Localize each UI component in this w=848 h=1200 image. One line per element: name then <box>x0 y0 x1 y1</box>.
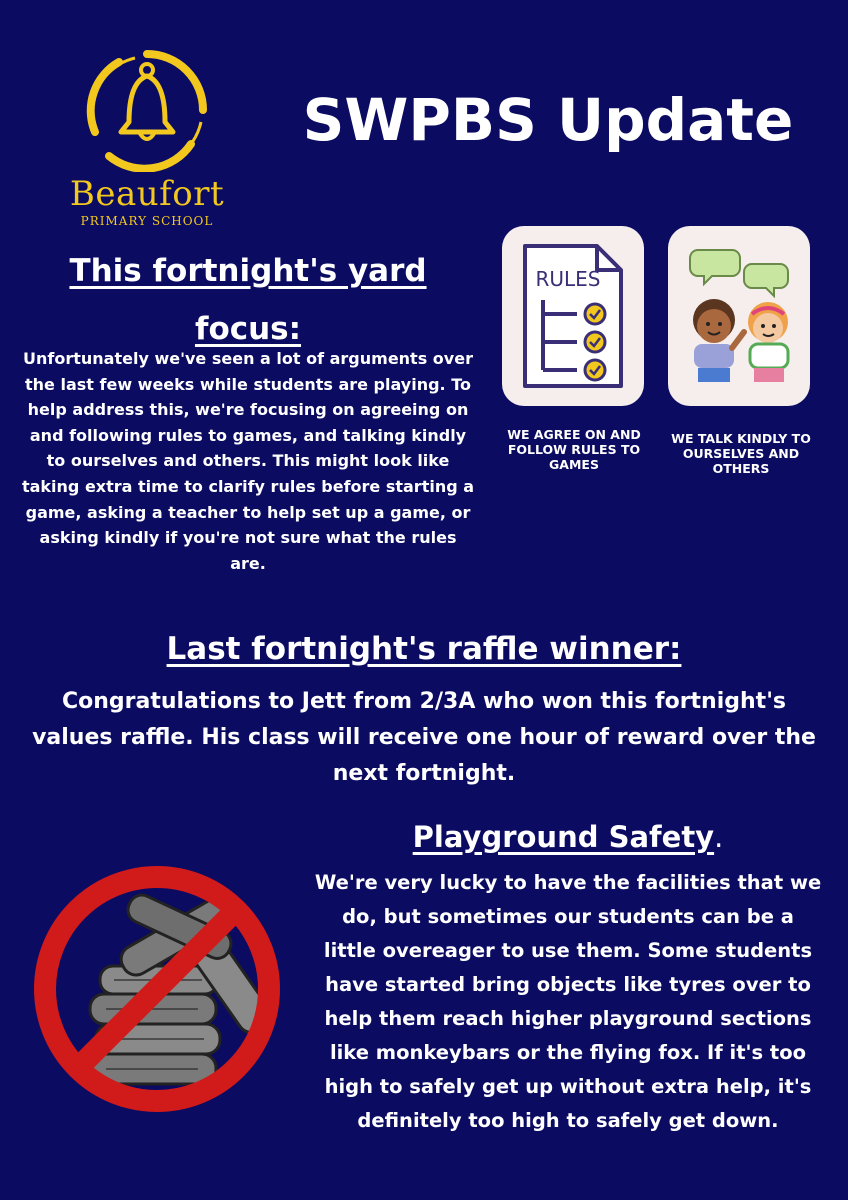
safety-heading-suffix: . <box>714 820 724 854</box>
no-tyres-icon <box>26 858 288 1120</box>
rules-card <box>502 226 644 406</box>
no-tyres-sign <box>26 858 288 1120</box>
safety-heading-text: Playground Safety <box>412 820 715 854</box>
page-title: SWPBS Update <box>302 86 794 154</box>
yard-focus-body: Unfortunately we've seen a lot of arguments over the last few weeks while students are playing. To help address this, we're focusing on agreeing on and following rules to games, and talking kindly to ourselves and others. This might look like taking extra time to clarify rules before starting a game, asking a teacher to help set up a game, or asking kindly if you're not sure what the rules are. <box>21 349 475 573</box>
yard-focus-heading: This fortnight's yard focus: <box>69 253 427 347</box>
rules-checklist-icon <box>513 242 633 392</box>
rules-card-caption: WE AGREE ON AND FOLLOW RULES TO GAMES <box>507 427 641 472</box>
raffle-body: Congratulations to Jett from 2/3A who won this fortnight's values raffle. His class will receive one hour of reward over the next fortnight. <box>32 689 816 786</box>
rules-icon-text: RULES <box>535 267 601 291</box>
safety-heading <box>330 814 806 860</box>
school-logo <box>62 48 232 238</box>
kids-talking-icon <box>668 236 810 396</box>
school-name: Beaufort <box>69 174 225 214</box>
raffle-heading: Last fortnight's raffle winner: <box>166 631 682 667</box>
talk-kindly-card <box>668 226 810 406</box>
talk-kindly-card-caption: WE TALK KINDLY TO OURSELVES AND OTHERS <box>671 431 811 476</box>
safety-body: We're very lucky to have the facilities that we do, but sometimes our students can be a little overeager to use them. Some students have started bring objects like tyres over to help them reach higher playground sections like monkeybars or the flying fox. If it's too high to safely get up without extra help, it's definitely too high to safely get down. <box>314 871 822 1132</box>
bell-icon <box>79 48 215 172</box>
school-subtitle: PRIMARY SCHOOL <box>80 214 214 228</box>
